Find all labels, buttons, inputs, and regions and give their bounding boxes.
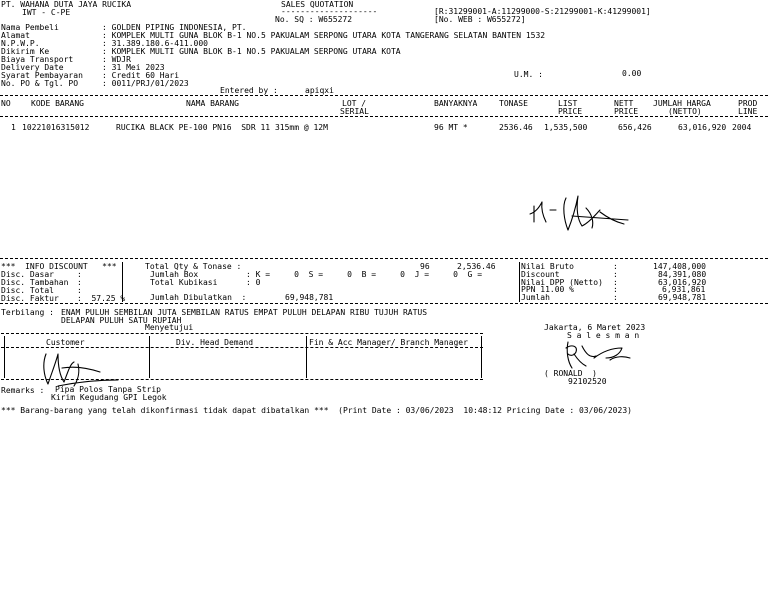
col-prod: PROD — [738, 99, 758, 108]
col-netto: (NETTO) — [668, 107, 702, 116]
label-biaya-transport: Biaya Transport — [1, 55, 74, 64]
col-jumlah-harga: JUMLAH HARGA — [653, 99, 711, 108]
kubikasi-value: : 0 — [246, 278, 261, 287]
col-line: LINE — [738, 107, 758, 116]
value-nama-pembeli: : GOLDEN PIPING INDONESIA, PT. — [102, 23, 247, 32]
table-header-rule — [0, 116, 768, 117]
col-nett: NETT — [614, 99, 634, 108]
disc-total-label: Disc. Total — [1, 286, 54, 295]
entered-by-label: Entered by : — [220, 86, 278, 95]
approval-right-border — [481, 336, 482, 378]
disc-faktur-label: Disc. Faktur — [1, 294, 59, 303]
entered-by-value: apiqxi — [305, 86, 334, 95]
label-nama-pembeli: Nama Pembeli — [1, 23, 59, 32]
approval-left-border — [4, 336, 5, 378]
company-branch: IWT - C-PE — [22, 8, 71, 17]
row-banyaknya: 96 MT * — [434, 123, 468, 132]
title-underline: -------------------- — [281, 7, 378, 16]
ppn-label: PPN 11.00 % — [521, 285, 574, 294]
label-dikirim-ke: Dikirim Ke — [1, 47, 50, 56]
col-list-price: PRICE — [558, 107, 583, 116]
value-npwp: : 31.389.180.6-411.000 — [102, 39, 208, 48]
value-biaya-transport: : WDJR — [102, 55, 131, 64]
salesman-title: S a l e s m a n — [567, 331, 640, 340]
approval-manager: Fin & Acc Manager/ Branch Manager — [309, 338, 468, 347]
jumlah-label: Jumlah — [521, 293, 550, 302]
colon: : — [613, 270, 618, 279]
terbilang-line2: DELAPAN PULUH SATU RUPIAH — [61, 316, 182, 325]
value-no-po: : 0011/PRJ/01/2023 — [102, 79, 189, 88]
total-tonase-value: 2,536.46 — [457, 262, 496, 271]
col-no: NO — [1, 99, 11, 108]
menyetujui-label: Menyetujui — [145, 323, 194, 332]
col-banyaknya: BANYAKNYA — [434, 99, 478, 108]
col-list: LIST — [558, 99, 578, 108]
summary-top-rule — [0, 258, 768, 259]
approval-divider-2 — [306, 336, 307, 378]
salesman-place-date: Jakarta, 6 Maret 2023 — [544, 323, 646, 332]
terbilang-label: Terbilang : — [1, 308, 54, 317]
um-value: 0.00 — [622, 69, 642, 78]
remarks-label: Remarks : — [1, 386, 45, 395]
discount-label: Discount — [521, 270, 560, 279]
totals-divider — [519, 262, 520, 302]
col-serial: SERIAL — [340, 107, 369, 116]
colon: : — [613, 262, 618, 271]
document-title: SALES QUOTATION — [281, 0, 354, 9]
approval-customer: Customer — [46, 338, 85, 347]
ppn-value: 6,931,861 — [662, 285, 706, 294]
internal-codes: [R:31299001-A:11299000-S:21299001-K:41299001] — [434, 7, 651, 16]
total-qty-label: Total Qty & Tonase : — [145, 262, 242, 271]
salesman-code: 92102520 — [568, 377, 607, 386]
row-list-price: 1,535,500 — [544, 123, 588, 132]
col-nama-barang: NAMA BARANG — [186, 99, 239, 108]
disc-dasar-label: Disc. Dasar — [1, 270, 54, 279]
kubikasi-label: Total Kubikasi — [150, 278, 218, 287]
nilai-bruto-value: 147,408,000 — [653, 262, 706, 271]
disc-dasar-value: : — [77, 270, 82, 279]
value-dikirim-ke: : KOMPLEK MULTI GUNA BLOK B-1 NO.5 PAKUALAM SERPONG UTARA KOTA — [102, 47, 401, 56]
nilai-bruto-label: Nilai Bruto — [521, 262, 574, 271]
jumlah-dibulatkan-value: 69,948,781 — [285, 293, 334, 302]
sq-number: No. SQ : W655272 — [275, 15, 353, 24]
colon: : — [613, 285, 618, 294]
jumlah-box-label: Jumlah Box — [150, 270, 199, 279]
disc-tambahan-value: : — [77, 278, 82, 287]
disc-total-value: : — [77, 286, 82, 295]
label-alamat: Alamat — [1, 31, 30, 40]
salesman-name: ( RONALD ) — [544, 369, 597, 378]
table-top-rule — [0, 95, 768, 96]
nilai-dpp-label: Nilai DPP (Netto) — [521, 278, 603, 287]
row-tonase: 2536.46 — [499, 123, 533, 132]
row-nama-barang: RUCIKA BLACK PE-100 PN16 SDR 11 315mm @ 12M — [116, 123, 328, 132]
label-npwp: N.P.W.P. — [1, 39, 40, 48]
value-delivery-date: : 31 Mei 2023 — [102, 63, 165, 72]
web-number: [No. WEB : W655272] — [434, 15, 526, 24]
disc-faktur-value: : 57.25 % — [77, 294, 126, 303]
nilai-dpp-value: 63,016,920 — [658, 278, 707, 287]
colon: : — [613, 278, 618, 287]
discount-divider — [122, 262, 123, 302]
um-label: U.M. : — [514, 70, 543, 79]
jumlah-value: 69,948,781 — [658, 293, 707, 302]
col-lot: LOT / — [342, 99, 367, 108]
remarks-line1: Pipa Polos Tanpa Strip — [55, 385, 161, 394]
disc-tambahan-label: Disc. Tambahan — [1, 278, 69, 287]
jumlah-dibulatkan-label: Jumlah Dibulatkan : — [150, 293, 247, 302]
approval-head-demand: Div. Head Demand — [176, 338, 254, 347]
remarks-line2: Kirim Kegudang GPI Legok — [51, 393, 167, 402]
summary-bottom-rule — [0, 303, 768, 304]
row-kode-barang: 10221016315012 — [22, 123, 90, 132]
label-no-po: No. PO & Tgl. PO — [1, 79, 79, 88]
approval-divider-1 — [149, 336, 150, 378]
discount-value: 84,391,080 — [658, 270, 707, 279]
row-prod-line: 2004 — [732, 123, 752, 132]
company-name: PT. WAHANA DUTA JAYA RUCIKA — [1, 0, 132, 9]
col-tonase: TONASE — [499, 99, 528, 108]
info-discount-title: *** INFO DISCOUNT *** — [1, 262, 117, 271]
col-kode-barang: KODE BARANG — [31, 99, 84, 108]
row-no: 1 — [11, 123, 16, 132]
col-nett-price: PRICE — [614, 107, 639, 116]
initials-signature — [520, 192, 640, 242]
colon: : — [613, 293, 618, 302]
approval-top-rule — [1, 333, 483, 334]
label-syarat-pembayaran: Syarat Pembayaran — [1, 71, 83, 80]
total-qty-value: 96 — [420, 262, 430, 271]
footer-note: *** Barang-barang yang telah dikonfirmasi tidak dapat dibatalkan *** (Print Date : 03/06/2023 10:48:12 Pricing Date : 03/06/2023) — [1, 406, 632, 415]
terbilang-line1: ENAM PULUH SEMBILAN JUTA SEMBILAN RATUS EMPAT PULUH DELAPAN RIBU TUJUH RATUS — [61, 308, 428, 317]
row-nett-price: 656,426 — [618, 123, 652, 132]
value-syarat-pembayaran: : Credit 60 Hari — [102, 71, 180, 80]
label-delivery-date: Delivery Date — [1, 63, 64, 72]
row-jumlah-harga: 63,016,920 — [678, 123, 727, 132]
value-alamat: : KOMPLEK MULTI GUNA BLOK B-1 NO.5 PAKUALAM SERPONG UTARA KOTA TANGERANG SELATAN BANTEN 1532 — [102, 31, 546, 40]
jumlah-box-value: : K = 0 S = 0 B = 0 J = 0 G = — [246, 270, 483, 279]
